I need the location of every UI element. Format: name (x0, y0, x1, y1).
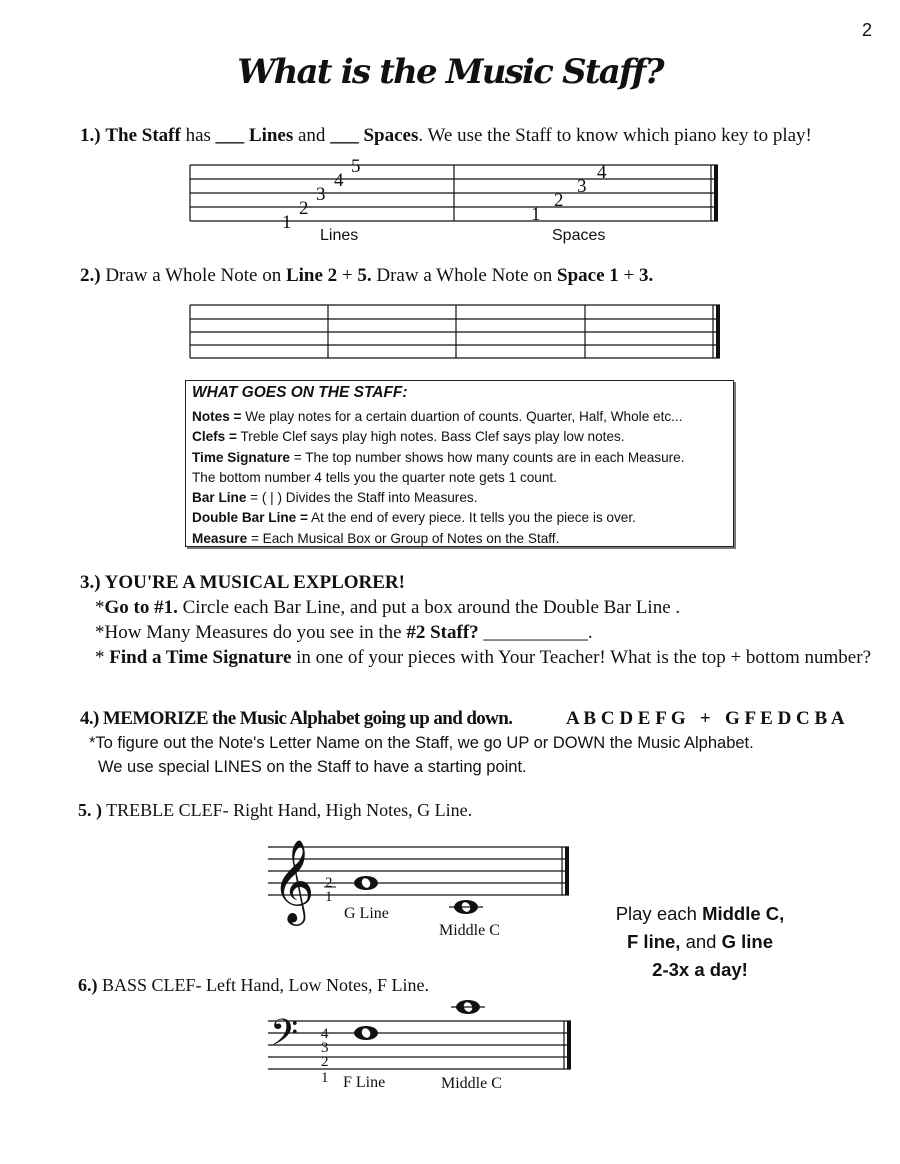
line-number-4: 4 (334, 170, 344, 191)
bass-num-4: 4 (321, 1026, 329, 1042)
q3-line-3 (95, 647, 871, 669)
page-title: What is the Music Staff? (237, 52, 663, 92)
q3-line-1 (95, 597, 680, 619)
info-row-time-signature (192, 448, 727, 468)
staff-info-heading: WHAT GOES ON THE STAFF: (192, 384, 408, 401)
bass-clef-icon: 𝄢 (270, 1012, 299, 1063)
space-number-3: 3 (577, 176, 587, 197)
q3-find-time-signature: Find a Time Signature (109, 647, 292, 668)
bass-staff (268, 1021, 571, 1069)
bass-num-1: 1 (321, 1070, 329, 1086)
tip-line-1 (600, 900, 800, 928)
line-number-2: 2 (299, 198, 309, 219)
info-row-notes (192, 407, 727, 427)
q3-heading: 3.) YOU'RE A MUSICAL EXPLORER! (80, 572, 405, 593)
staff-2[interactable] (190, 305, 720, 358)
lines-caption: Lines (320, 227, 359, 244)
tip-g-line: G line (721, 931, 773, 952)
staff-1-double-bar-thick[interactable] (714, 165, 718, 221)
q2-t1: Draw a Whole Note on (100, 265, 286, 286)
q4-heading: 4.) MEMORIZE the Music Alphabet going up and down. (80, 708, 513, 729)
g-line-label: G Line (344, 905, 389, 922)
q5-description: TREBLE CLEF- Right Hand, High Notes, G Line. (102, 800, 473, 820)
info-term: Time Signature (192, 449, 290, 465)
q3-star: * (95, 597, 105, 618)
info-text: = ( | ) Divides the Staff into Measures. (246, 490, 478, 506)
q6-description: BASS CLEF- Left Hand, Low Notes, F Line. (97, 975, 429, 995)
q6-number: 6.) (78, 975, 98, 995)
space-number-2: 2 (554, 190, 564, 211)
info-row-clefs (192, 427, 727, 447)
staff-info-box (185, 380, 734, 547)
spaces-caption: Spaces (552, 227, 606, 244)
q2-t3: Draw a Whole Note on (371, 265, 557, 286)
tip-line-3 (600, 956, 800, 984)
f-line-whole-note (354, 1026, 378, 1040)
tip-t1: Play each (615, 903, 703, 924)
line-number-1: 1 (282, 212, 292, 233)
tip-and: and (680, 931, 722, 952)
practice-tip (600, 900, 800, 984)
treble-clef-icon: 𝄞 (272, 838, 315, 922)
q1-blank-lines[interactable]: ___ (215, 125, 245, 146)
page-number: 2 (861, 20, 872, 40)
q2-number: 2.) (80, 265, 101, 286)
q3-l1-text: Circle each Bar Line, and put a box around the Double Bar Line . (177, 597, 681, 618)
info-row-time-signature-2 (192, 468, 727, 488)
info-row-measure (192, 529, 727, 549)
q1-rest: . We use the Staff to know which piano key to play! (418, 125, 812, 146)
info-term: Clefs = (192, 429, 237, 445)
bass-num-3: 3 (321, 1040, 329, 1056)
info-row-double-bar-line (192, 508, 727, 528)
treble-time-bottom: 1 (325, 889, 333, 905)
info-text: At the end of every piece. It tells you the piece is over. (307, 510, 636, 526)
space-number-4: 4 (597, 162, 607, 183)
info-term: Notes = (192, 409, 242, 424)
info-text: = Each Musical Box or Group of Notes on the Staff. (247, 530, 560, 546)
info-row-bar-line (192, 488, 727, 508)
q3-l3-text: in one of your pieces with Your Teacher! What is the top + bottom number? (291, 647, 871, 668)
q3-line-2 (95, 622, 593, 644)
q5-text (78, 800, 472, 821)
bass-middle-c-label: Middle C (441, 1075, 502, 1092)
treble-middle-c-label: Middle C (439, 922, 500, 939)
q3-staff-ref: #2 Staff? (406, 622, 479, 643)
q2-space-3: 3. (638, 265, 654, 286)
info-text: We play notes for a certain duartion of counts. Quarter, Half, Whole etc... (241, 409, 683, 424)
info-term: Double Bar Line = (192, 510, 308, 526)
line-number-5: 5 (351, 156, 361, 177)
info-term: Measure (192, 530, 248, 546)
treble-middle-c-note (449, 900, 483, 914)
q2-text (80, 265, 653, 287)
bass-num-2: 2 (321, 1054, 329, 1070)
tip-f-line: F line, (626, 931, 681, 952)
info-text: Treble Clef says play high notes. Bass Clef says play low notes. (236, 429, 625, 445)
q4-line-2: We use special LINES on the Staff to have a starting point. (98, 758, 527, 776)
info-text: = The top number shows how many counts are in each Measure. (289, 449, 685, 465)
tip-frequency: 2-3x a day! (652, 959, 748, 980)
info-text: The bottom number 4 tells you the quarter note gets 1 count. (192, 469, 557, 485)
tip-middle-c: Middle C, (702, 903, 785, 924)
staff-1 (190, 165, 718, 221)
q6-text (78, 975, 429, 996)
line-number-3: 3 (316, 184, 326, 205)
q1-staff-term: The Staff (105, 125, 181, 146)
q5-number: 5. ) (78, 800, 102, 820)
q2-space-1: Space 1 (557, 265, 619, 286)
music-alphabet: A B C D E F G + G F E D C B A (566, 708, 845, 729)
q3-go-to: Go to #1. (104, 597, 178, 618)
q3-answer-blank[interactable]: ___________. (478, 622, 593, 643)
q3-l2-text: *How Many Measures do you see in the (95, 622, 407, 643)
q1-number: 1.) (80, 125, 101, 146)
q2-plus-2: + (618, 265, 639, 286)
q1-has: has (180, 125, 216, 146)
q4-line-1: *To figure out the Note's Letter Name on the Staff, we go UP or DOWN the Music Alphabet. (89, 734, 754, 752)
space-number-1: 1 (531, 204, 541, 225)
q3-star: * (95, 647, 110, 668)
tip-line-2 (600, 928, 800, 956)
q2-line-5: 5. (357, 265, 372, 286)
q2-plus-1: + (337, 265, 358, 286)
q1-and: and (293, 125, 331, 146)
treble-time-top: 2 (325, 875, 333, 891)
q1-blank-spaces[interactable]: ___ (330, 125, 359, 146)
bass-middle-c-note (451, 1000, 485, 1014)
f-line-label: F Line (343, 1074, 386, 1091)
q1-lines-term: Lines (244, 125, 294, 146)
g-line-whole-note (354, 876, 378, 890)
q2-line-2: Line 2 (285, 265, 338, 286)
info-term: Bar Line (192, 490, 247, 506)
q1-spaces-term: Spaces (358, 125, 419, 146)
